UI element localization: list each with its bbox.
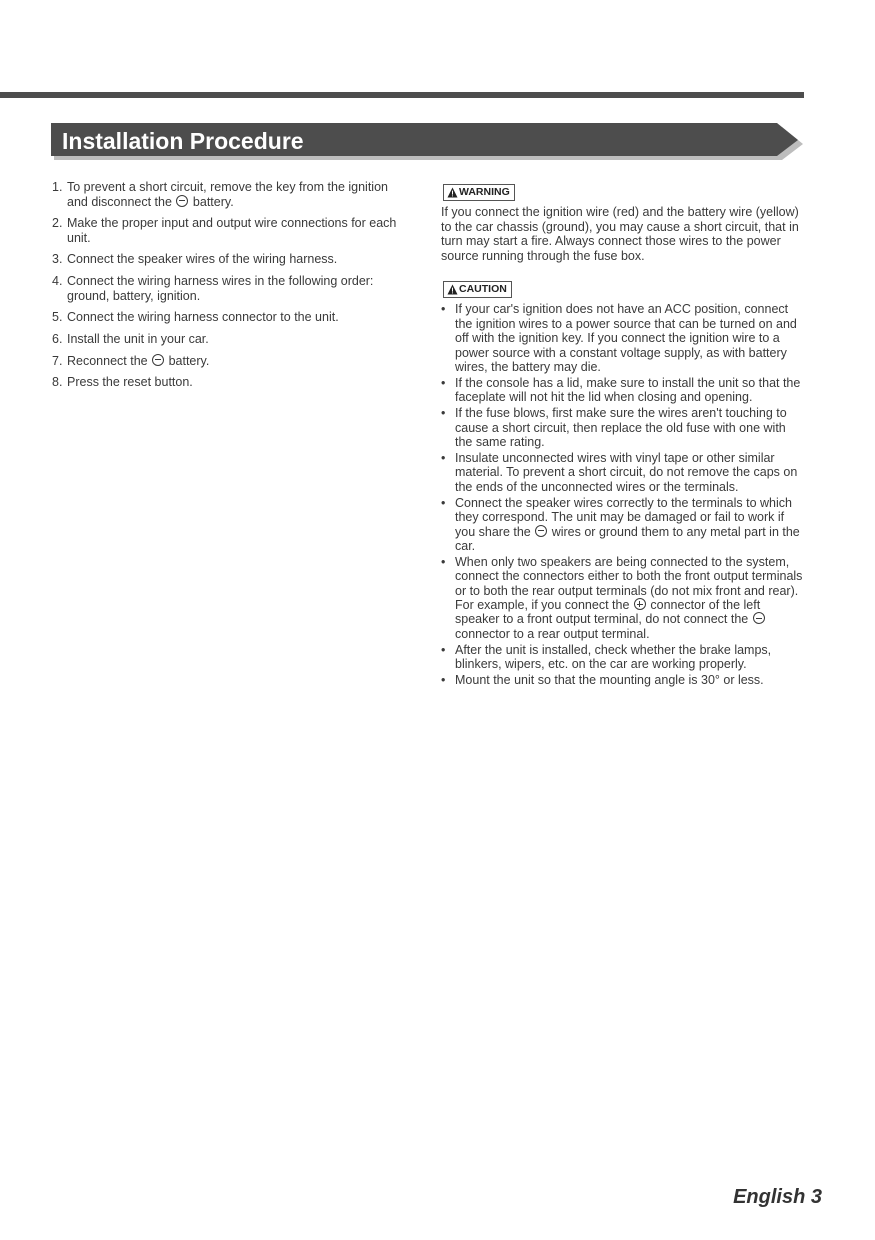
caution-item bbox=[441, 451, 803, 494]
procedure-column bbox=[52, 180, 412, 397]
caution-text: If the fuse blows, first make sure the wires aren't touching to cause a short circuit, then replace the old fuse with one with the same rating. bbox=[455, 406, 787, 450]
caution-item bbox=[441, 555, 803, 641]
step-text: Connect the speaker wires of the wiring harness. bbox=[67, 252, 338, 267]
step-text: Connect the wiring harness connector to the unit. bbox=[67, 310, 339, 325]
safety-column bbox=[441, 184, 803, 689]
caution-item bbox=[441, 302, 803, 374]
section-banner bbox=[51, 123, 803, 160]
step-text: Install the unit in your car. bbox=[67, 331, 209, 346]
warning-text: If you connect the ignition wire (red) and the battery wire (yellow) to the car chassis (ground), you may cause a short circuit, that in turn may start a fire. Always connect those wires to the power source running through the fuse box. bbox=[441, 205, 799, 263]
minus-terminal-icon bbox=[753, 612, 765, 624]
step-number: 3. bbox=[52, 252, 63, 267]
plus-terminal-icon bbox=[634, 598, 646, 610]
caution-text: After the unit is installed, check whether the brake lamps, blinkers, wipers, etc. on the car are working properly. bbox=[455, 642, 772, 672]
warning-label-text: WARNING bbox=[459, 186, 510, 199]
page-title: Installation Procedure bbox=[62, 128, 304, 154]
step-number: 7. bbox=[52, 353, 63, 368]
step-number: 1. bbox=[52, 180, 63, 194]
caution-text: If the console has a lid, make sure to install the unit so that the faceplate will not hit the lid when closing and opening. bbox=[455, 375, 801, 405]
caution-block bbox=[441, 281, 803, 687]
step-number: 6. bbox=[52, 331, 63, 346]
step-text: Reconnect the bbox=[67, 353, 148, 368]
caution-text: Connect the speaker wires correctly to the terminals to which they correspond. The unit may be damaged or fail to work if you share the bbox=[455, 495, 792, 539]
step-item bbox=[52, 375, 412, 390]
step-item bbox=[52, 354, 412, 369]
caution-item bbox=[441, 673, 803, 687]
caution-list bbox=[441, 302, 803, 687]
step-text: Connect the wiring harness wires in the following order: ground, battery, ignition. bbox=[67, 274, 374, 303]
bullet-icon: • bbox=[441, 495, 446, 510]
warning-label bbox=[443, 184, 515, 201]
step-text: battery. bbox=[168, 353, 210, 368]
step-item bbox=[52, 252, 412, 267]
warning-block bbox=[441, 184, 803, 263]
caution-text: connector to a rear output terminal. bbox=[455, 626, 650, 641]
step-number: 4. bbox=[52, 274, 63, 289]
caution-text: wires or ground them to any metal part in the car. bbox=[455, 524, 800, 553]
bullet-icon: • bbox=[441, 406, 446, 421]
caution-item bbox=[441, 406, 803, 449]
step-text: Make the proper input and output wire connections for each unit. bbox=[67, 216, 397, 245]
caution-label-text: CAUTION bbox=[459, 283, 507, 296]
page-number: English 3 bbox=[733, 1186, 822, 1208]
minus-terminal-icon bbox=[152, 354, 164, 366]
caution-text: When only two speakers are being connected to the system, connect the connectors either to both the front output terminals or to both the rear output terminals (do not mix front and rear). For example, if you connect the bbox=[455, 554, 803, 613]
procedure-steps bbox=[52, 180, 412, 390]
bullet-icon: • bbox=[441, 302, 446, 317]
caution-text: If your car's ignition does not have an ACC position, connect the ignition wires to a power source that can be turned on and off with the ignition key. If you connect the ignition wire to a power source with a constant voltage supply, as with battery wires, the battery may die. bbox=[455, 302, 797, 375]
bullet-icon: • bbox=[441, 642, 446, 657]
step-item bbox=[52, 274, 412, 303]
step-text: battery. bbox=[192, 194, 234, 209]
step-text: Press the reset button. bbox=[67, 375, 193, 390]
caution-text: connector of the left speaker to a front output terminal, do not connect the bbox=[455, 598, 761, 627]
bullet-icon: • bbox=[441, 554, 446, 569]
bullet-icon: • bbox=[441, 375, 446, 390]
caution-label bbox=[443, 281, 512, 298]
minus-terminal-icon bbox=[176, 195, 188, 207]
minus-terminal-icon bbox=[535, 525, 547, 537]
step-number: 5. bbox=[52, 310, 63, 325]
caution-item bbox=[441, 496, 803, 554]
caution-item bbox=[441, 376, 803, 405]
step-text: To prevent a short circuit, remove the key from the ignition and disconnect the bbox=[67, 180, 388, 209]
bullet-icon: • bbox=[441, 451, 446, 465]
step-number: 2. bbox=[52, 216, 63, 231]
top-rule bbox=[0, 92, 804, 98]
caution-triangle-icon bbox=[447, 284, 458, 295]
bullet-icon: • bbox=[441, 673, 446, 688]
step-number: 8. bbox=[52, 375, 63, 390]
caution-text: Insulate unconnected wires with vinyl tape or other similar material. To prevent a short circuit, do not remove the caps on the ends of the unconnected wires or the terminals. bbox=[455, 451, 798, 494]
warning-triangle-icon bbox=[447, 187, 458, 198]
step-item bbox=[52, 180, 412, 209]
caution-text: Mount the unit so that the mounting angle is 30° or less. bbox=[455, 673, 764, 688]
step-item bbox=[52, 310, 412, 325]
caution-item bbox=[441, 643, 803, 672]
step-item bbox=[52, 216, 412, 245]
step-item bbox=[52, 332, 412, 347]
